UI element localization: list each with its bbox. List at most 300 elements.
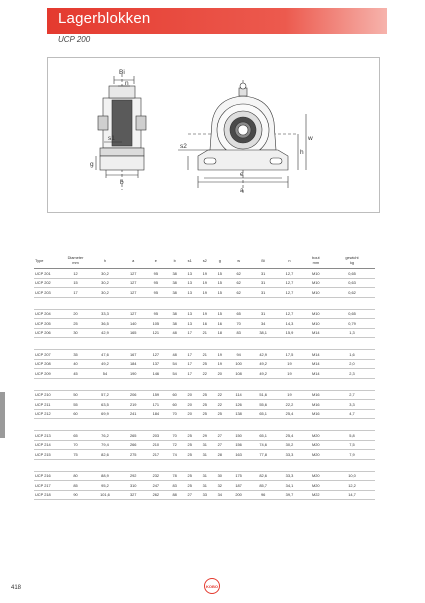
table-cell: 85 xyxy=(63,481,88,491)
table-row xyxy=(34,471,375,481)
table-cell: 20 xyxy=(182,400,197,410)
table-cell: M22 xyxy=(303,490,329,500)
table-cell: 83 xyxy=(227,328,250,338)
table-cell: 72 xyxy=(167,440,182,450)
table-cell: 10,0 xyxy=(329,471,375,481)
table-cell: 42,9 xyxy=(88,328,122,338)
col-header: Bi xyxy=(250,252,276,269)
table-cell: 13 xyxy=(182,319,197,329)
table-row xyxy=(34,390,375,400)
spacer-cell xyxy=(122,459,145,471)
spacer-cell xyxy=(34,419,63,431)
label-bi: Bi xyxy=(119,69,125,76)
table-cell: 25 xyxy=(197,359,212,369)
page-number: 418 xyxy=(11,585,22,591)
spacer-cell xyxy=(122,338,145,350)
table-cell: 190 xyxy=(122,369,145,379)
table-cell: UCP 205 xyxy=(34,319,63,329)
table-cell: 49,2 xyxy=(250,359,276,369)
table-cell: 25 xyxy=(182,431,197,441)
table-cell: 78 xyxy=(167,471,182,481)
table-cell: 20 xyxy=(182,409,197,419)
table-cell: 38 xyxy=(167,288,182,298)
table-cell: 96 xyxy=(250,490,276,500)
spacer-cell xyxy=(197,459,212,471)
table-cell: M16 xyxy=(303,400,329,410)
table-cell: 16 xyxy=(197,319,212,329)
table-cell: 7,5 xyxy=(329,440,375,450)
spacer-cell xyxy=(329,338,375,350)
spacer-cell xyxy=(63,459,88,471)
table-cell: 25 xyxy=(212,409,227,419)
table-cell: 34,1 xyxy=(276,481,302,491)
spacer-cell xyxy=(329,419,375,431)
table-cell: UCP 215 xyxy=(34,450,63,460)
table-cell: 15 xyxy=(212,278,227,288)
spacer-cell xyxy=(276,378,302,390)
table-cell: 22,2 xyxy=(276,400,302,410)
table-cell: 54 xyxy=(88,369,122,379)
table-cell: 266 xyxy=(122,440,145,450)
spacer-cell xyxy=(63,378,88,390)
spacer-cell xyxy=(227,378,250,390)
table-cell: 29 xyxy=(197,431,212,441)
table-cell: M16 xyxy=(303,409,329,419)
table-cell: 45 xyxy=(63,369,88,379)
table-cell: 247 xyxy=(145,481,168,491)
table-cell: UCP 213 xyxy=(34,431,63,441)
bearing-drawing-svg xyxy=(48,58,379,212)
table-cell: 50 xyxy=(63,390,88,400)
table-cell: 19 xyxy=(197,309,212,319)
table-cell: M10 xyxy=(303,278,329,288)
spacer-cell xyxy=(197,338,212,350)
table-cell: 19 xyxy=(212,350,227,360)
table-cell: 70 xyxy=(167,409,182,419)
table-cell: 31 xyxy=(197,481,212,491)
table-cell: 28 xyxy=(212,450,227,460)
table-cell: 12,7 xyxy=(276,288,302,298)
table-cell: 30,2 xyxy=(88,269,122,279)
spacer-cell xyxy=(88,297,122,309)
table-cell: 126 xyxy=(227,400,250,410)
table-cell: 2,0 xyxy=(329,359,375,369)
specs-table xyxy=(34,252,375,500)
spacer-cell xyxy=(303,378,329,390)
table-cell: 30,2 xyxy=(88,278,122,288)
table-cell: M20 xyxy=(303,440,329,450)
table-cell: 22 xyxy=(212,400,227,410)
table-cell: 60 xyxy=(63,409,88,419)
table-row xyxy=(34,278,375,288)
spacer-cell xyxy=(145,378,168,390)
label-b: b xyxy=(120,179,124,186)
table-cell: 55 xyxy=(63,400,88,410)
table-cell: 16 xyxy=(212,319,227,329)
table-cell: UCP 216 xyxy=(34,471,63,481)
logo-text: KOBO xyxy=(206,583,218,589)
table-cell: 82,6 xyxy=(88,450,122,460)
table-cell: 74 xyxy=(167,450,182,460)
table-cell: 327 xyxy=(122,490,145,500)
table-cell: 38,1 xyxy=(250,328,276,338)
spacer-cell xyxy=(167,459,182,471)
table-cell: 265 xyxy=(122,431,145,441)
table-cell: 25 xyxy=(63,319,88,329)
table-cell: 80 xyxy=(63,471,88,481)
table-cell: 184 xyxy=(145,409,168,419)
table-cell: 95 xyxy=(145,269,168,279)
table-cell: M14 xyxy=(303,350,329,360)
table-cell: 7,9 xyxy=(329,450,375,460)
table-cell: UCP 207 xyxy=(34,350,63,360)
table-cell: 2,7 xyxy=(329,390,375,400)
spacer-cell xyxy=(276,297,302,309)
table-cell: 25 xyxy=(182,440,197,450)
table-cell: 25 xyxy=(197,409,212,419)
table-cell: 18 xyxy=(212,328,227,338)
col-header: gewicht kg xyxy=(329,252,375,269)
table-cell: 14,7 xyxy=(329,490,375,500)
table-cell: 85,7 xyxy=(250,481,276,491)
table-cell: 15 xyxy=(212,309,227,319)
spacer-cell xyxy=(145,419,168,431)
group-spacer xyxy=(34,378,375,390)
table-cell: 34 xyxy=(250,319,276,329)
spacer-cell xyxy=(63,338,88,350)
group-spacer xyxy=(34,419,375,431)
table-cell: 65 xyxy=(227,309,250,319)
table-cell: 105 xyxy=(145,319,168,329)
table-cell: 40 xyxy=(63,359,88,369)
table-cell: 12 xyxy=(63,269,88,279)
table-cell: 210 xyxy=(145,440,168,450)
table-cell: 36,5 xyxy=(88,319,122,329)
table-cell: 62 xyxy=(227,288,250,298)
table-cell: 27 xyxy=(212,440,227,450)
col-header: Diameter mm xyxy=(63,252,88,269)
table-cell: 33,3 xyxy=(276,471,302,481)
spacer-cell xyxy=(145,297,168,309)
table-cell: 31 xyxy=(197,440,212,450)
table-cell: 127 xyxy=(122,278,145,288)
table-cell: 31 xyxy=(250,278,276,288)
table-cell: 19 xyxy=(276,390,302,400)
table-cell: 12,2 xyxy=(329,481,375,491)
table-cell: 15 xyxy=(212,269,227,279)
table-cell: 17 xyxy=(182,359,197,369)
page-subtitle: UCP 200 xyxy=(58,35,91,44)
table-cell: 31 xyxy=(197,450,212,460)
table-cell: 12,7 xyxy=(276,269,302,279)
table-cell: 57,2 xyxy=(88,390,122,400)
table-cell: 13 xyxy=(182,288,197,298)
table-cell: 0,62 xyxy=(329,288,375,298)
table-cell: 184 xyxy=(122,359,145,369)
table-cell: UCP 202 xyxy=(34,278,63,288)
table-row xyxy=(34,288,375,298)
table-cell: 25 xyxy=(182,481,197,491)
technical-drawing xyxy=(47,57,380,213)
table-cell: 156 xyxy=(227,440,250,450)
table-cell: M16 xyxy=(303,390,329,400)
spacer-cell xyxy=(197,419,212,431)
table-cell: UCP 217 xyxy=(34,481,63,491)
col-header: e xyxy=(145,252,168,269)
table-cell: 4,7 xyxy=(329,409,375,419)
table-cell: 25 xyxy=(197,390,212,400)
table-cell: 38 xyxy=(167,269,182,279)
spacer-cell xyxy=(34,338,63,350)
col-header: bout mm xyxy=(303,252,329,269)
table-cell: 33,3 xyxy=(276,450,302,460)
spacer-cell xyxy=(303,419,329,431)
table-cell: 27 xyxy=(182,490,197,500)
table-cell: 33,3 xyxy=(88,309,122,319)
spacer-cell xyxy=(227,459,250,471)
group-spacer xyxy=(34,297,375,309)
table-cell: 34 xyxy=(212,490,227,500)
spacer-cell xyxy=(88,419,122,431)
table-cell: 167 xyxy=(122,350,145,360)
table-cell: 17 xyxy=(182,369,197,379)
side-tab-marker xyxy=(0,392,5,438)
table-cell: 31 xyxy=(197,471,212,481)
spacer-cell xyxy=(250,338,276,350)
table-cell: 54 xyxy=(167,359,182,369)
spacer-cell xyxy=(250,459,276,471)
table-cell: 0,63 xyxy=(329,278,375,288)
table-cell: 241 xyxy=(122,409,145,419)
table-cell: M10 xyxy=(303,309,329,319)
spacer-cell xyxy=(63,297,88,309)
label-a: a xyxy=(240,187,244,194)
spacer-cell xyxy=(250,419,276,431)
table-cell: 165 xyxy=(122,328,145,338)
table-cell: 20 xyxy=(182,390,197,400)
table-cell: 19 xyxy=(197,269,212,279)
table-cell: 49,2 xyxy=(250,369,276,379)
spacer-cell xyxy=(329,459,375,471)
spacer-cell xyxy=(182,297,197,309)
table-cell: 15 xyxy=(212,288,227,298)
table-cell: UCP 204 xyxy=(34,309,63,319)
table-cell: 203 xyxy=(145,431,168,441)
table-cell: 163 xyxy=(227,450,250,460)
table-cell: UCP 210 xyxy=(34,390,63,400)
table-cell: 14,3 xyxy=(276,319,302,329)
table-cell: 22 xyxy=(212,390,227,400)
table-cell: 75 xyxy=(63,450,88,460)
col-header: n xyxy=(276,252,302,269)
spacer-cell xyxy=(227,338,250,350)
label-w: w xyxy=(308,135,313,142)
spacer-cell xyxy=(303,338,329,350)
spacer-cell xyxy=(250,297,276,309)
table-cell: 3,3 xyxy=(329,400,375,410)
spacer-cell xyxy=(212,378,227,390)
table-cell: 69,9 xyxy=(88,409,122,419)
table-cell: 94 xyxy=(227,350,250,360)
spacer-cell xyxy=(212,419,227,431)
table-cell: 25,4 xyxy=(276,431,302,441)
table-cell: 0,79 xyxy=(329,319,375,329)
spacer-cell xyxy=(329,297,375,309)
table-cell: 275 xyxy=(122,450,145,460)
table-cell: 2,3 xyxy=(329,369,375,379)
table-cell: M10 xyxy=(303,269,329,279)
table-cell: M14 xyxy=(303,369,329,379)
table-row xyxy=(34,450,375,460)
table-cell: M20 xyxy=(303,471,329,481)
table-cell: 70 xyxy=(167,431,182,441)
table-cell: M20 xyxy=(303,481,329,491)
table-cell: 47,6 xyxy=(88,350,122,360)
table-row xyxy=(34,319,375,329)
table-cell: 150 xyxy=(227,431,250,441)
table-cell: 31 xyxy=(250,269,276,279)
table-cell: 0,65 xyxy=(329,269,375,279)
table-cell: 38 xyxy=(167,309,182,319)
spacer-cell xyxy=(167,419,182,431)
table-cell: 70 xyxy=(227,319,250,329)
group-spacer xyxy=(34,338,375,350)
table-cell: M14 xyxy=(303,359,329,369)
table-cell: 51,6 xyxy=(250,390,276,400)
table-cell: 5,8 xyxy=(329,431,375,441)
table-cell: 206 xyxy=(122,390,145,400)
spacer-cell xyxy=(122,419,145,431)
label-g: g xyxy=(90,161,94,168)
table-cell: M10 xyxy=(303,319,329,329)
spacer-cell xyxy=(167,378,182,390)
table-cell: 17 xyxy=(63,288,88,298)
table-cell: 121 xyxy=(145,328,168,338)
spacer-cell xyxy=(276,338,302,350)
table-cell: 30 xyxy=(212,471,227,481)
table-cell: 31 xyxy=(250,309,276,319)
table-cell: 19 xyxy=(197,278,212,288)
table-cell: 76,2 xyxy=(88,431,122,441)
table-cell: 38 xyxy=(167,278,182,288)
table-cell: 20 xyxy=(212,369,227,379)
spacer-cell xyxy=(227,297,250,309)
table-cell: 19 xyxy=(212,359,227,369)
table-cell: UCP 206 xyxy=(34,328,63,338)
table-cell: 159 xyxy=(145,390,168,400)
table-cell: 17,5 xyxy=(276,350,302,360)
spacer-cell xyxy=(34,459,63,471)
spacer-cell xyxy=(167,338,182,350)
table-cell: 31 xyxy=(250,288,276,298)
spacer-cell xyxy=(303,459,329,471)
table-cell: 12,7 xyxy=(276,278,302,288)
table-cell: 30 xyxy=(63,328,88,338)
spacer-cell xyxy=(276,419,302,431)
table-cell: 48 xyxy=(167,328,182,338)
spacer-cell xyxy=(182,419,197,431)
spacer-cell xyxy=(212,338,227,350)
table-cell: 25 xyxy=(182,450,197,460)
spacer-cell xyxy=(145,338,168,350)
col-header: w xyxy=(227,252,250,269)
spacer-cell xyxy=(329,378,375,390)
table-cell: 171 xyxy=(145,400,168,410)
table-cell: 95 xyxy=(145,288,168,298)
table-cell: 187 xyxy=(227,481,250,491)
table-cell: 54 xyxy=(167,369,182,379)
table-cell: 137 xyxy=(145,359,168,369)
col-header: b xyxy=(167,252,182,269)
table-cell: 33 xyxy=(197,490,212,500)
table-cell: M10 xyxy=(303,288,329,298)
group-spacer xyxy=(34,459,375,471)
table-cell: 35 xyxy=(63,350,88,360)
table-cell: 0,65 xyxy=(329,309,375,319)
table-cell: 39,7 xyxy=(276,490,302,500)
table-cell: 25,4 xyxy=(276,409,302,419)
table-cell: 17 xyxy=(182,328,197,338)
table-cell: 100 xyxy=(227,359,250,369)
table-header-row xyxy=(34,252,375,269)
table-cell: 217 xyxy=(145,450,168,460)
table-cell: 95 xyxy=(145,309,168,319)
table-cell: 21 xyxy=(197,328,212,338)
table-cell: M20 xyxy=(303,431,329,441)
col-header: g xyxy=(212,252,227,269)
label-n: n xyxy=(125,80,129,87)
table-cell: 127 xyxy=(122,269,145,279)
specs-table-body xyxy=(34,269,375,500)
table-cell: 95 xyxy=(145,278,168,288)
table-cell: 27 xyxy=(212,431,227,441)
spacer-cell xyxy=(303,297,329,309)
table-cell: 127 xyxy=(145,350,168,360)
spacer-cell xyxy=(197,378,212,390)
table-cell: UCP 218 xyxy=(34,490,63,500)
label-e: e xyxy=(240,171,244,178)
table-cell: 88 xyxy=(167,490,182,500)
spacer-cell xyxy=(167,297,182,309)
table-row xyxy=(34,490,375,500)
col-header: s2 xyxy=(197,252,212,269)
table-cell: 13 xyxy=(182,269,197,279)
table-row xyxy=(34,359,375,369)
col-header: h xyxy=(88,252,122,269)
table-cell: 62 xyxy=(227,269,250,279)
table-row xyxy=(34,431,375,441)
table-cell: 146 xyxy=(145,369,168,379)
table-row xyxy=(34,440,375,450)
table-cell: 95,2 xyxy=(88,481,122,491)
label-s2: s2 xyxy=(180,143,187,150)
table-row xyxy=(34,481,375,491)
table-cell: 82,6 xyxy=(250,471,276,481)
table-cell: 48 xyxy=(167,350,182,360)
spacer-cell xyxy=(88,378,122,390)
table-cell: 60 xyxy=(167,390,182,400)
table-cell: 127 xyxy=(122,288,145,298)
spacer-cell xyxy=(276,459,302,471)
table-cell: 127 xyxy=(122,309,145,319)
spacer-cell xyxy=(63,419,88,431)
table-cell: 83 xyxy=(167,481,182,491)
spacer-cell xyxy=(145,459,168,471)
spacer-cell xyxy=(122,297,145,309)
table-cell: M20 xyxy=(303,450,329,460)
table-row xyxy=(34,269,375,279)
table-row xyxy=(34,409,375,419)
